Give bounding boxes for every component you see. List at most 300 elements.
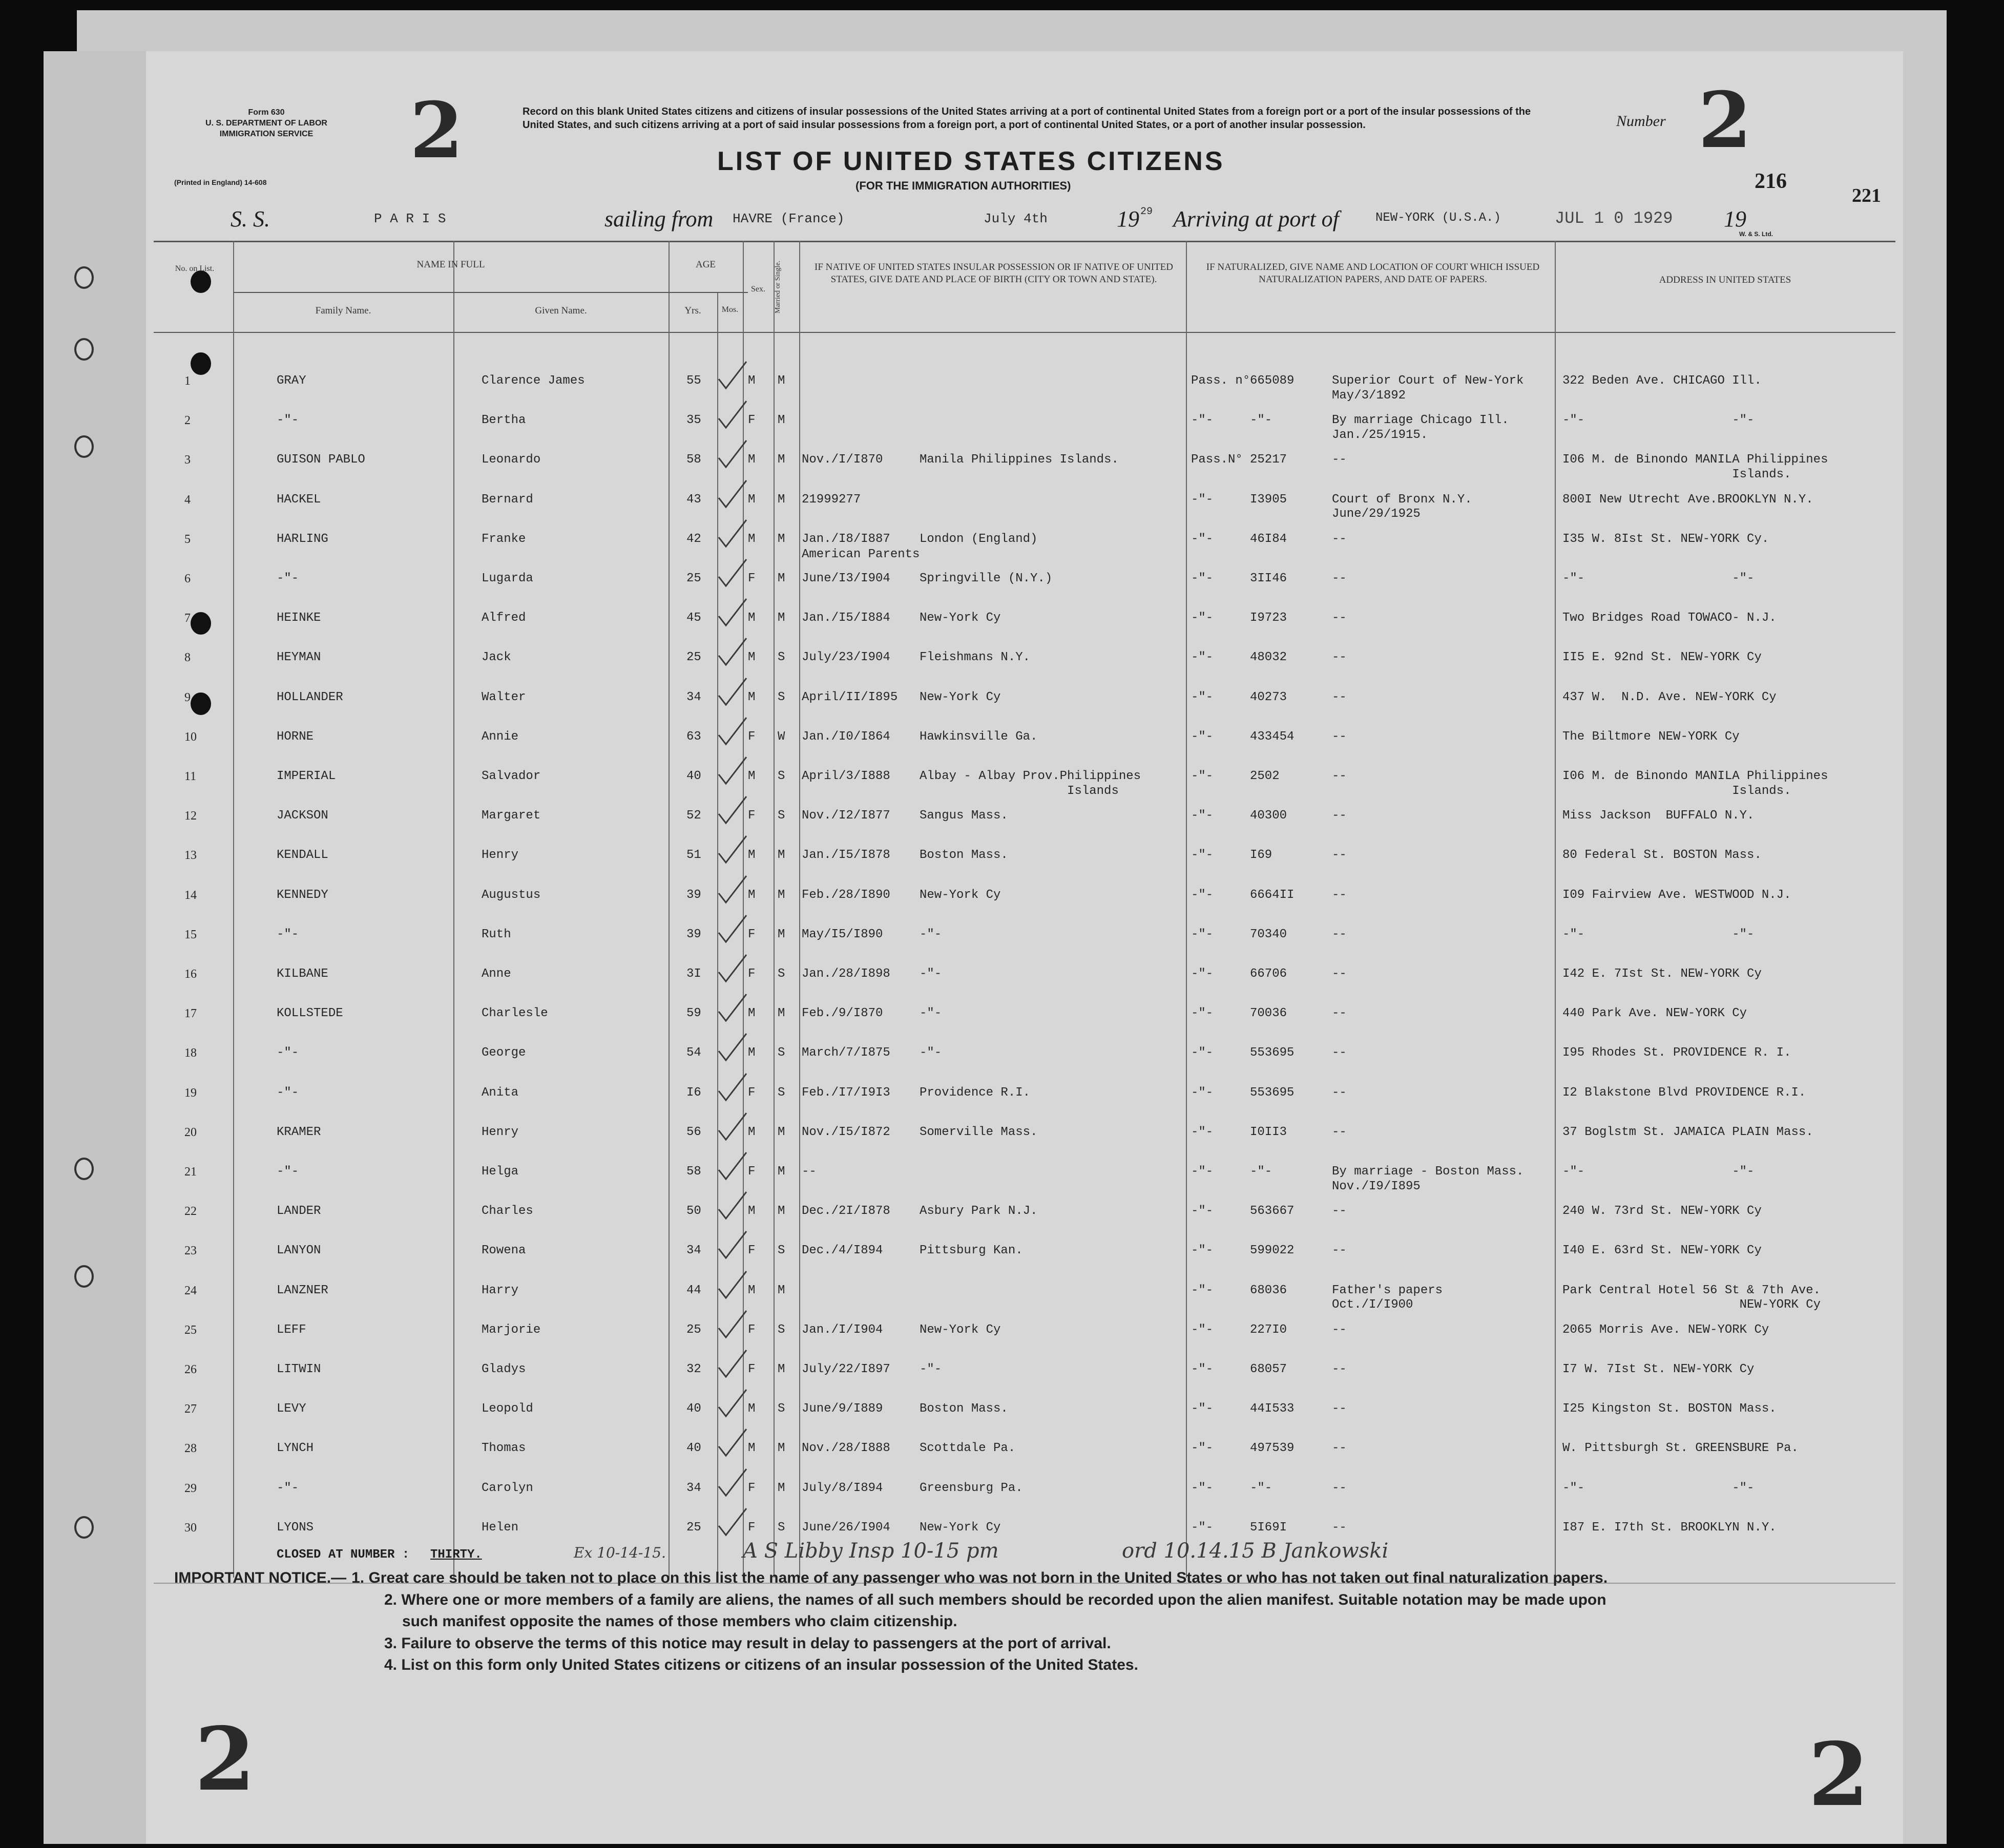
table-row <box>154 1086 1895 1125</box>
birth-date: Nov./I5/I872 <box>802 1125 890 1139</box>
table-row <box>154 453 1895 492</box>
us-address: W. Pittsburgh St. GREENSBURE Pa. <box>1562 1441 1799 1456</box>
table-row <box>154 1125 1895 1165</box>
row-number: 7 <box>184 612 191 625</box>
col-address: ADDRESS IN UNITED STATES <box>1659 275 1791 285</box>
birth-date: Jan./I5/I878 <box>802 848 890 863</box>
marital-status: M <box>778 1165 785 1179</box>
naturalization-number: 553695 <box>1250 1046 1295 1060</box>
marital-status: S <box>778 1046 785 1060</box>
sex: F <box>748 1085 756 1100</box>
naturalization-ref: -"- <box>1191 809 1214 823</box>
given-name: Leopold <box>482 1402 533 1416</box>
naturalization-number: -"- <box>1250 413 1272 428</box>
us-address: -"- -"- <box>1562 927 1755 941</box>
naturalization-ref: -"- <box>1191 1125 1214 1139</box>
naturalization-ref: -"- <box>1191 650 1214 665</box>
naturalization-ref: -"- <box>1191 492 1214 507</box>
age-years: 54 <box>686 1046 701 1060</box>
col-years: Yrs. <box>684 305 701 316</box>
naturalization-ref: -"- <box>1191 1165 1214 1179</box>
arrival-port: NEW-YORK (U.S.A.) <box>1375 211 1501 225</box>
court-info: -- <box>1332 1006 1347 1021</box>
sex: F <box>748 572 756 585</box>
check-mark-icon <box>715 873 750 909</box>
col-given-name: Given Name. <box>535 305 587 316</box>
naturalization-ref: -"- <box>1191 1481 1214 1495</box>
us-address: I7 W. 7Ist St. NEW-YORK Cy <box>1562 1362 1755 1376</box>
birth-place: Boston Mass. <box>920 1402 1008 1416</box>
naturalization-ref: -"- <box>1191 611 1214 625</box>
birth-place: -"- <box>920 1046 942 1060</box>
naturalization-number: 665089 <box>1250 374 1295 388</box>
row-number: 27 <box>184 1402 197 1416</box>
age-years: 50 <box>686 1204 701 1219</box>
sex: M <box>748 888 756 902</box>
age-years: 32 <box>686 1362 701 1376</box>
binding-ring <box>74 1158 94 1180</box>
marital-status: M <box>778 492 785 507</box>
table-row <box>154 1284 1895 1323</box>
marital-status: S <box>778 1085 785 1100</box>
given-name: Lugarda <box>482 572 533 585</box>
sex: M <box>748 1402 756 1416</box>
family-name: LYONS <box>277 1520 314 1535</box>
check-mark-icon <box>715 477 750 513</box>
binding-ring <box>74 435 94 458</box>
check-mark-icon <box>715 715 750 750</box>
page-subtitle: (FOR THE IMMIGRATION AUTHORITIES) <box>855 179 1071 192</box>
row-number: 3 <box>184 453 191 467</box>
us-address: I35 W. 8Ist St. NEW-YORK Cy. <box>1562 532 1769 546</box>
given-name: Anne <box>482 967 511 981</box>
sex: M <box>748 1283 756 1297</box>
check-mark-icon <box>715 754 750 790</box>
clerk-signature: ord 10.14.15 B Jankowski <box>1122 1539 1389 1563</box>
marital-status: S <box>778 1322 785 1337</box>
table-row <box>154 572 1895 611</box>
birth-date: April/3/I888 <box>802 769 890 783</box>
naturalization-ref: -"- <box>1191 967 1214 981</box>
us-address: I87 E. I7th St. BROOKLYN N.Y. <box>1562 1520 1777 1535</box>
row-number: 26 <box>184 1363 197 1376</box>
year: 29 <box>1140 206 1153 218</box>
given-name: Augustus <box>482 888 541 902</box>
birth-date: Dec./4/I894 <box>802 1244 883 1258</box>
naturalization-number: 599022 <box>1250 1244 1295 1258</box>
age-years: 25 <box>686 650 701 665</box>
age-years: 34 <box>686 1481 701 1495</box>
marital-status: M <box>778 611 785 625</box>
marital-status: M <box>778 532 785 546</box>
court-info: -- <box>1332 1402 1347 1416</box>
birth-place: London (England) <box>920 532 1038 546</box>
naturalization-number: 227I0 <box>1250 1322 1287 1337</box>
sex: M <box>748 1125 756 1139</box>
age-years: 25 <box>686 1322 701 1337</box>
closed-label: CLOSED AT NUMBER : <box>277 1548 410 1562</box>
page-number: 216 <box>1755 170 1787 193</box>
age-years: 56 <box>686 1125 701 1139</box>
age-years: 40 <box>686 1402 701 1416</box>
naturalization-ref: -"- <box>1191 413 1214 428</box>
court-info: Father's papers Oct./I/I900 <box>1332 1283 1443 1312</box>
naturalization-number: 44I533 <box>1250 1402 1295 1416</box>
check-mark-icon <box>715 1110 750 1146</box>
birth-date: Nov./I2/I877 <box>802 809 890 823</box>
us-address: I2 Blakstone Blvd PROVIDENCE R.I. <box>1562 1085 1806 1100</box>
year-prefix-2: 19 <box>1724 206 1746 232</box>
naturalization-ref: Pass.N° <box>1191 453 1243 467</box>
age-years: 34 <box>686 690 701 704</box>
naturalization-ref: -"- <box>1191 848 1214 863</box>
court-info: -- <box>1332 769 1347 783</box>
age-years: 3I <box>686 967 701 981</box>
row-number: 28 <box>184 1442 197 1456</box>
naturalization-number: -"- <box>1250 1165 1272 1179</box>
row-number: 20 <box>184 1125 197 1139</box>
sex: F <box>748 413 756 428</box>
naturalization-ref: -"- <box>1191 1441 1214 1456</box>
birth-place: Boston Mass. <box>920 848 1008 863</box>
sex: F <box>748 1520 756 1535</box>
age-years: 43 <box>686 492 701 507</box>
handwritten-note: Ex 10-14-15. <box>574 1544 666 1561</box>
notice-item-4: 4. List on this form only United States citizens or citizens of an insular possession of the United States. <box>384 1656 1138 1674</box>
check-mark-icon <box>715 1268 750 1304</box>
sex: M <box>748 453 756 467</box>
naturalization-ref: -"- <box>1191 690 1214 704</box>
row-number: 15 <box>184 928 197 941</box>
row-number: 10 <box>184 730 197 744</box>
naturalization-number: 48032 <box>1250 650 1287 665</box>
sex: F <box>748 967 756 981</box>
court-info: -- <box>1332 1441 1347 1456</box>
naturalization-number: 66706 <box>1250 967 1287 981</box>
court-info: -- <box>1332 1085 1347 1100</box>
family-name: GUISON PABLO <box>277 453 365 467</box>
inspector-signature: A S Libby Insp 10-15 pm <box>743 1539 999 1563</box>
given-name: George <box>482 1046 526 1060</box>
check-mark-icon <box>715 1387 750 1422</box>
sex: F <box>748 1244 756 1258</box>
birth-place: Springville (N.Y.) <box>920 572 1053 585</box>
check-mark-icon <box>715 556 750 592</box>
marital-status: M <box>778 1006 785 1021</box>
sex: M <box>748 848 756 863</box>
sex: M <box>748 1046 756 1060</box>
subheader-rule <box>233 292 748 293</box>
sex: F <box>748 1165 756 1179</box>
us-address: The Biltmore NEW-YORK Cy <box>1562 729 1740 744</box>
table-row <box>154 1362 1895 1402</box>
row-number: 13 <box>184 849 197 863</box>
closed-value: THIRTY. <box>430 1548 482 1562</box>
family-name: LYNCH <box>277 1441 314 1456</box>
table-row <box>154 1006 1895 1046</box>
row-number: 14 <box>184 888 197 902</box>
given-name: Clarence James <box>482 374 585 388</box>
court-info: -- <box>1332 532 1347 546</box>
notice-item-2: 2. Where one or more members of a family are aliens, the names of all such members should be recorded upon the alien manifest. Suitable notation may be made upon <box>384 1591 1606 1608</box>
table-row <box>154 730 1895 769</box>
printed-note: (Printed in England) 14-608 <box>174 178 267 186</box>
family-name: -"- <box>277 927 299 941</box>
row-number: 4 <box>184 493 191 507</box>
court-info: Court of Bronx N.Y. June/29/1925 <box>1332 492 1472 521</box>
us-address: Park Central Hotel 56 St & 7th Ave. NEW-YORK Cy <box>1562 1283 1821 1312</box>
check-mark-icon <box>715 1466 750 1502</box>
age-years: 40 <box>686 1441 701 1456</box>
col-months: Mos. <box>721 305 739 314</box>
us-address: I95 Rhodes St. PROVIDENCE R. I. <box>1562 1046 1791 1060</box>
us-address: 37 Boglstm St. JAMAICA PLAIN Mass. <box>1562 1125 1813 1139</box>
marital-status: S <box>778 1402 785 1416</box>
family-name: LEVY <box>277 1402 306 1416</box>
naturalization-number: 433454 <box>1250 729 1295 744</box>
table-row <box>154 1323 1895 1362</box>
us-address: I06 M. de Binondo MANILA Philippines Islands. <box>1562 769 1828 798</box>
sex: M <box>748 532 756 546</box>
naturalization-number: I9723 <box>1250 611 1287 625</box>
check-mark-icon <box>715 1347 750 1383</box>
age-years: 45 <box>686 611 701 625</box>
birth-place: New-York Cy <box>920 611 1001 625</box>
naturalization-number: 497539 <box>1250 1441 1295 1456</box>
naturalization-ref: -"- <box>1191 1283 1214 1297</box>
family-name: -"- <box>277 1165 299 1179</box>
printer-mark: W. & S. Ltd. <box>1739 230 1773 238</box>
table-row <box>154 769 1895 809</box>
marital-status: M <box>778 1283 785 1297</box>
sailing-date: July 4th <box>984 211 1048 226</box>
header-rule <box>154 332 1895 333</box>
us-address: Miss Jackson BUFFALO N.Y. <box>1562 809 1755 823</box>
arrival-date-stamp: JUL 1 0 1929 <box>1555 209 1673 228</box>
family-name: LANDER <box>277 1204 321 1219</box>
sex: M <box>748 769 756 783</box>
sex: M <box>748 1204 756 1219</box>
age-years: 39 <box>686 927 701 941</box>
age-years: 52 <box>686 809 701 823</box>
marital-status: M <box>778 927 785 941</box>
court-info: By marriage Chicago Ill. Jan./25/1915. <box>1332 413 1509 442</box>
sex: F <box>748 927 756 941</box>
check-mark-icon <box>715 1031 750 1066</box>
naturalization-number: 46I84 <box>1250 532 1287 546</box>
given-name: Anita <box>482 1085 519 1100</box>
court-info: Superior Court of New-York May/3/1892 <box>1332 374 1524 403</box>
age-years: 25 <box>686 1520 701 1535</box>
age-years: 44 <box>686 1283 701 1297</box>
family-name: KENDALL <box>277 848 328 863</box>
row-number: 2 <box>184 414 191 428</box>
table-row <box>154 1402 1895 1441</box>
birth-date: March/7/I875 <box>802 1046 890 1060</box>
family-name: KILBANE <box>277 967 328 981</box>
row-number: 6 <box>184 572 191 585</box>
birth-date: Jan./28/I898 <box>802 967 890 981</box>
table-row <box>154 650 1895 690</box>
court-info: -- <box>1332 1125 1347 1139</box>
table-row <box>154 1521 1895 1560</box>
birth-place: Asbury Park N.J. <box>920 1204 1038 1219</box>
arriving-label: Arriving at port of <box>1173 206 1339 232</box>
family-name: HACKEL <box>277 492 321 507</box>
family-name: LANZNER <box>277 1283 328 1297</box>
age-years: 63 <box>686 729 701 744</box>
department: U. S. DEPARTMENT OF LABOR <box>205 118 327 128</box>
marital-status: S <box>778 1244 785 1258</box>
check-mark-icon <box>715 675 750 711</box>
marital-status: M <box>778 888 785 902</box>
notice-label: IMPORTANT NOTICE.— <box>174 1569 347 1586</box>
col-married-single: Married or Single. <box>774 260 782 313</box>
binding-strip <box>44 51 146 1844</box>
birth-place: Hawkinsville Ga. <box>920 729 1038 744</box>
notice-item-2-cont: such manifest opposite the names of those members who claim citizenship. <box>402 1613 957 1630</box>
marital-status: S <box>778 690 785 704</box>
court-info: -- <box>1332 1204 1347 1219</box>
row-number: 11 <box>184 770 197 783</box>
marital-status: S <box>778 967 785 981</box>
marital-status: M <box>778 374 785 388</box>
naturalization-number: 68036 <box>1250 1283 1287 1297</box>
us-address: 437 W. N.D. Ave. NEW-YORK Cy <box>1562 690 1777 704</box>
given-name: Bernard <box>482 492 533 507</box>
sheet-digit-bottom-left: 2 <box>195 1708 256 1811</box>
us-address: Two Bridges Road TOWACO- N.J. <box>1562 611 1777 625</box>
us-address: 800I New Utrecht Ave.BROOKLYN N.Y. <box>1562 492 1813 507</box>
row-number: 21 <box>184 1165 197 1179</box>
check-mark-icon <box>715 398 750 434</box>
birth-place: New-York Cy <box>920 1520 1001 1535</box>
us-address: 240 W. 73rd St. NEW-YORK Cy <box>1562 1204 1762 1219</box>
family-name: -"- <box>277 1046 299 1060</box>
sex: F <box>748 1362 756 1376</box>
family-name: KOLLSTEDE <box>277 1006 343 1021</box>
row-number: 22 <box>184 1205 197 1219</box>
given-name: Henry <box>482 1125 519 1139</box>
check-mark-icon <box>715 991 750 1027</box>
family-name: -"- <box>277 572 299 585</box>
row-number: 5 <box>184 532 191 546</box>
given-name: Charles <box>482 1204 533 1219</box>
notice-item-3: 3. Failure to observe the terms of this notice may result in delay to passengers at the port of arrival. <box>384 1634 1111 1652</box>
family-name: -"- <box>277 1085 299 1100</box>
stamp-number: 221 <box>1852 185 1881 206</box>
birth-place: New-York Cy <box>920 888 1001 902</box>
birth-date: -- <box>802 1165 817 1179</box>
binding-ring <box>74 1516 94 1539</box>
us-address: I09 Fairview Ave. WESTWOOD N.J. <box>1562 888 1791 902</box>
birth-place: -"- <box>920 967 942 981</box>
check-mark-icon <box>715 952 750 988</box>
page-title: LIST OF UNITED STATES CITIZENS <box>717 146 1225 176</box>
given-name: Bertha <box>482 413 526 428</box>
naturalization-ref: -"- <box>1191 1006 1214 1021</box>
naturalization-number: 68057 <box>1250 1362 1287 1376</box>
birth-place: Greensburg Pa. <box>920 1481 1023 1495</box>
birth-place: Scottdale Pa. <box>920 1441 1016 1456</box>
table-row <box>154 493 1895 532</box>
family-name: IMPERIAL <box>277 769 336 783</box>
given-name: Carolyn <box>482 1481 533 1495</box>
marital-status: M <box>778 413 785 428</box>
court-info: -- <box>1332 1322 1347 1337</box>
us-address: I40 E. 63rd St. NEW-YORK Cy <box>1562 1244 1762 1258</box>
check-mark-icon <box>715 833 750 869</box>
check-mark-icon <box>715 912 750 948</box>
table-row <box>154 1046 1895 1085</box>
marital-status: S <box>778 1520 785 1535</box>
naturalization-ref: -"- <box>1191 888 1214 902</box>
us-address: I25 Kingston St. BOSTON Mass. <box>1562 1402 1777 1416</box>
table-row <box>154 413 1895 453</box>
age-years: 55 <box>686 374 701 388</box>
check-mark-icon <box>715 1189 750 1225</box>
given-name: Charlesle <box>482 1006 548 1021</box>
row-number: 24 <box>184 1284 197 1297</box>
check-mark-icon <box>715 1228 750 1264</box>
sailing-label: sailing from <box>604 206 714 232</box>
given-name: Gladys <box>482 1362 526 1376</box>
family-name: -"- <box>277 1481 299 1495</box>
given-name: Annie <box>482 729 519 744</box>
table-row <box>154 967 1895 1006</box>
table-row <box>154 532 1895 572</box>
sheet-digit-top-right: 2 <box>1698 75 1752 165</box>
naturalization-number: 70340 <box>1250 927 1287 941</box>
form-number: Form 630 <box>248 108 285 117</box>
us-address: -"- -"- <box>1562 413 1755 428</box>
birth-place: Albay - Albay Prov.Philippines Islands <box>920 769 1141 798</box>
ss-label: S. S. <box>231 206 270 232</box>
court-info: -- <box>1332 1520 1347 1535</box>
given-name: Helen <box>482 1520 519 1535</box>
col-sex: Sex. <box>751 285 765 293</box>
marital-status: M <box>778 1125 785 1139</box>
marital-status: M <box>778 453 785 467</box>
sex: F <box>748 1481 756 1495</box>
row-number: 23 <box>184 1244 197 1258</box>
us-address: I42 E. 7Ist St. NEW-YORK Cy <box>1562 967 1762 981</box>
col-native-birth: IF NATIVE OF UNITED STATES INSULAR POSSESSION OR IF NATIVE OF UNITED STATES, GIVE DATE AND PLACE OF BIRTH (CITY OR TOWN AND STATE). <box>815 262 1173 285</box>
sex: M <box>748 492 756 507</box>
birth-place: -"- <box>920 927 942 941</box>
court-info: -- <box>1332 1481 1347 1495</box>
binding-ring <box>74 266 94 289</box>
family-name: HORNE <box>277 729 314 744</box>
birth-date: May/I5/I890 <box>802 927 883 941</box>
family-name: KENNEDY <box>277 888 328 902</box>
naturalization-ref: -"- <box>1191 1520 1214 1535</box>
sex: F <box>748 809 756 823</box>
marital-status: M <box>778 1204 785 1219</box>
naturalization-ref: -"- <box>1191 1362 1214 1376</box>
table-row <box>154 928 1895 967</box>
table-row <box>154 611 1895 650</box>
court-info: -- <box>1332 888 1347 902</box>
table-row <box>154 1441 1895 1481</box>
birth-date: Feb./28/I890 <box>802 888 890 902</box>
important-notice <box>174 1567 1608 1676</box>
age-years: 58 <box>686 1165 701 1179</box>
birth-place: Sangus Mass. <box>920 809 1008 823</box>
marital-status: W <box>778 729 785 744</box>
naturalization-ref: -"- <box>1191 927 1214 941</box>
notice-line-1 <box>174 1567 1608 1589</box>
